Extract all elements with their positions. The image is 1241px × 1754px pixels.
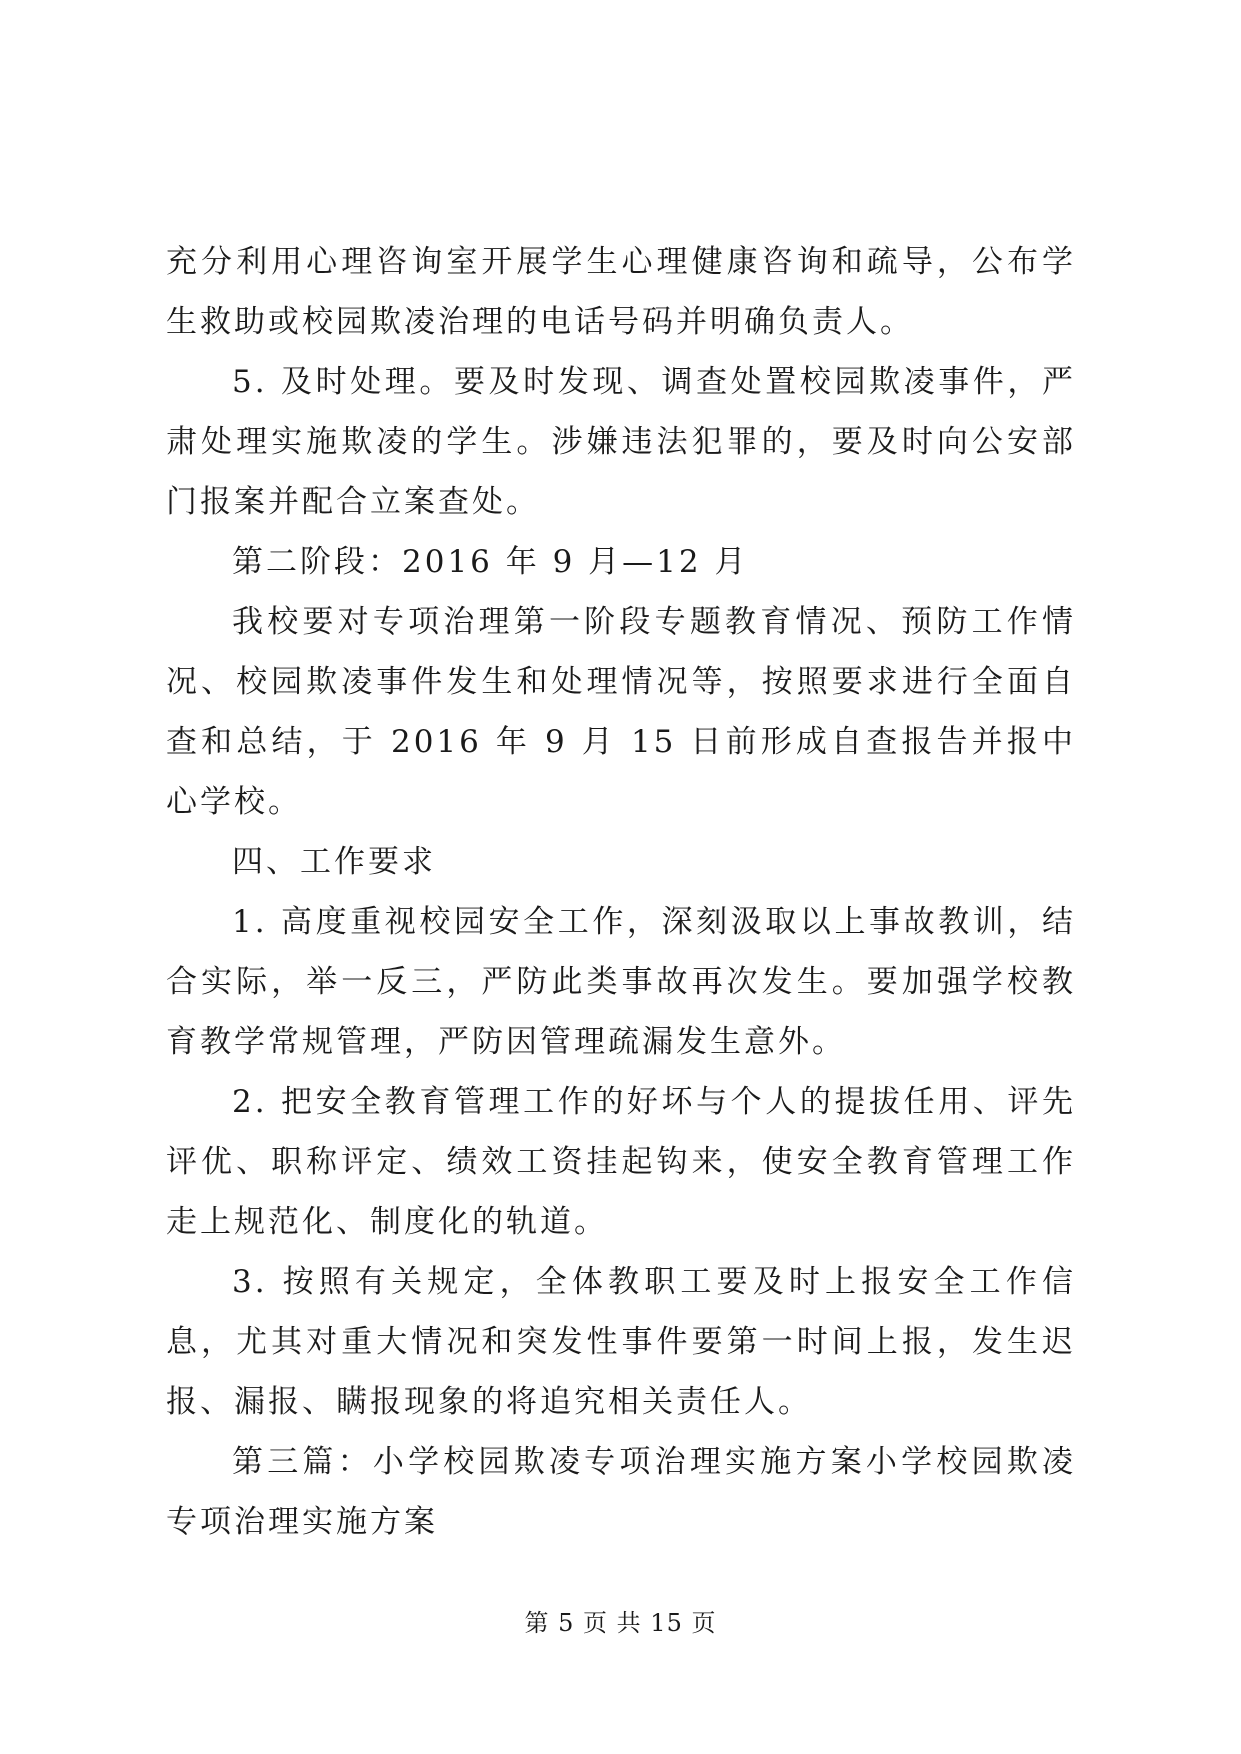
document-body — [166, 232, 1076, 1552]
paragraph-stage-two-body: 我校要对专项治理第一阶段专题教育情况、预防工作情况、校园欺凌事件发生和处理情况等，按照要求进行全面自查和总结，于 2016 年 9 月 15 日前形成自查报告并报中心学校。 — [166, 604, 1076, 820]
page-number-footer: 第 5 页 共 15 页 — [524, 1609, 717, 1637]
paragraph-third-article-title: 第三篇：小学校园欺凌专项治理实施方案小学校园欺凌专项治理实施方案 — [166, 1444, 1076, 1540]
paragraph-requirement-2: 2. 把安全教育管理工作的好坏与个人的提拔任用、评先评优、职称评定、绩效工资挂起钩来，使安全教育管理工作走上规范化、制度化的轨道。 — [166, 1084, 1076, 1240]
paragraph-item-5: 5. 及时处理。要及时发现、调查处置校园欺凌事件，严肃处理实施欺凌的学生。涉嫌违法犯罪的，要及时向公安部门报案并配合立案查处。 — [166, 364, 1076, 520]
paragraph-continuation: 充分利用心理咨询室开展学生心理健康咨询和疏导，公布学生救助或校园欺凌治理的电话号码并明确负责人。 — [166, 244, 1076, 340]
paragraph-requirement-3: 3. 按照有关规定，全体教职工要及时上报安全工作信息，尤其对重大情况和突发性事件要第一时间上报，发生迟报、漏报、瞒报现象的将追究相关责任人。 — [166, 1264, 1076, 1420]
paragraph-requirement-1: 1. 高度重视校园安全工作，深刻汲取以上事故教训，结合实际，举一反三，严防此类事故再次发生。要加强学校教育教学常规管理，严防因管理疏漏发生意外。 — [166, 904, 1076, 1060]
paragraph-stage-two-heading: 第二阶段：2016 年 9 月—12 月 — [232, 544, 749, 580]
section-heading-work-requirements: 四、工作要求 — [232, 844, 436, 880]
